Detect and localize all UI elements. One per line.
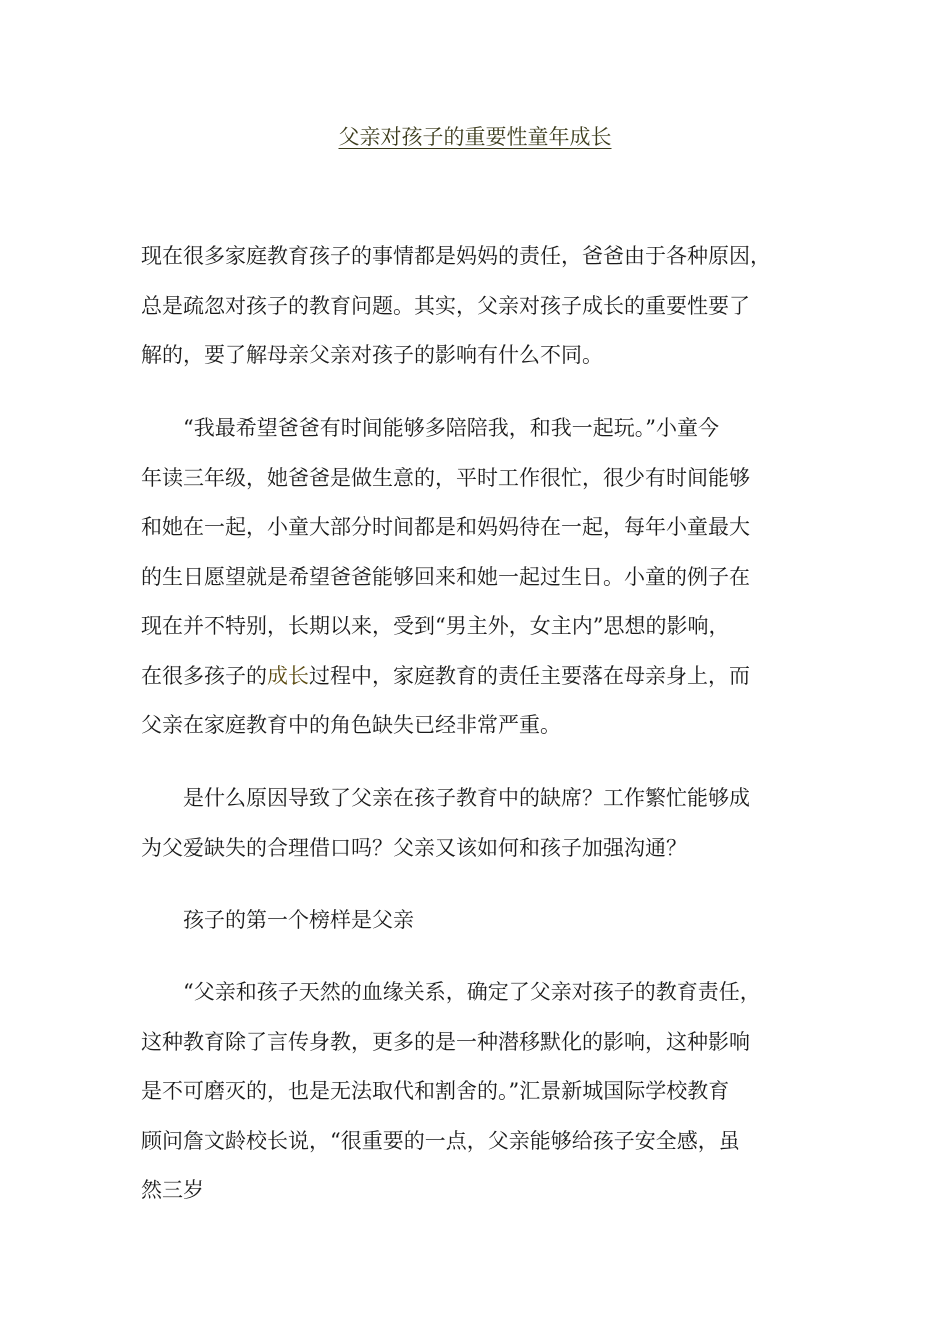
paragraph-line: 是不可磨灭的，也是无法取代和割舍的。”汇景新城国际学校教育 [141,1079,730,1103]
line-prefix: 在很多孩子的 [141,663,267,688]
paragraph-line: 为父爱缺失的合理借口吗？父亲又该如何和孩子加强沟通？ [141,835,687,860]
paragraph-line: 总是疏忽对孩子的教育问题。其实，父亲对孩子成长的重要性要了 [141,293,750,318]
paragraph-line: 解的，要了解母亲父亲对孩子的影响有什么不同。 [141,343,603,367]
paragraph-line: 的生日愿望就是希望爸爸能够回来和她一起过生日。小童的例子在 [141,564,750,589]
subheading-text: 孩子的第一个榜样是父亲 [141,908,414,932]
paragraph-question [141,774,831,873]
paragraph-intro [141,232,831,381]
paragraph-line-with-link [141,652,831,702]
paragraph-line: “我最希望爸爸有时间能够多陪陪我，和我一起玩。”小童今 [141,416,719,440]
paragraph-xiaotong [141,404,831,751]
document-title [0,122,950,152]
document-title-text: 父亲对孩子的重要性童年成长 [338,125,612,149]
growth-link[interactable]: 成长 [267,663,309,688]
paragraph-line: 父亲在家庭教育中的角色缺失已经非常严重。 [141,713,561,737]
paragraph-principal-quote [141,968,831,1216]
paragraph-line: “父亲和孩子天然的血缘关系，确定了父亲对孩子的教育责任， [141,980,761,1004]
paragraph-line: 顾问詹文龄校长说，“很重要的一点，父亲能够给孩子安全感，虽 [141,1128,740,1153]
paragraph-line: 现在很多家庭教育孩子的事情都是妈妈的责任，爸爸由于各种原因， [141,244,771,268]
section-subheading [141,896,831,946]
paragraph-line: 这种教育除了言传身教，更多的是一种潜移默化的影响，这种影响 [141,1029,750,1054]
paragraph-line: 现在并不特别，长期以来，受到“男主外，女主内”思想的影响， [141,614,730,638]
paragraph-line: 年读三年级，她爸爸是做生意的，平时工作很忙，很少有时间能够 [141,465,750,490]
paragraph-line: 是什么原因导致了父亲在孩子教育中的缺席？工作繁忙能够成 [141,786,750,810]
paragraph-line: 和她在一起，小童大部分时间都是和妈妈待在一起，每年小童最大 [141,515,750,539]
line-suffix: 过程中，家庭教育的责任主要落在母亲身上，而 [309,663,750,688]
paragraph-line: 然三岁 [141,1178,204,1202]
